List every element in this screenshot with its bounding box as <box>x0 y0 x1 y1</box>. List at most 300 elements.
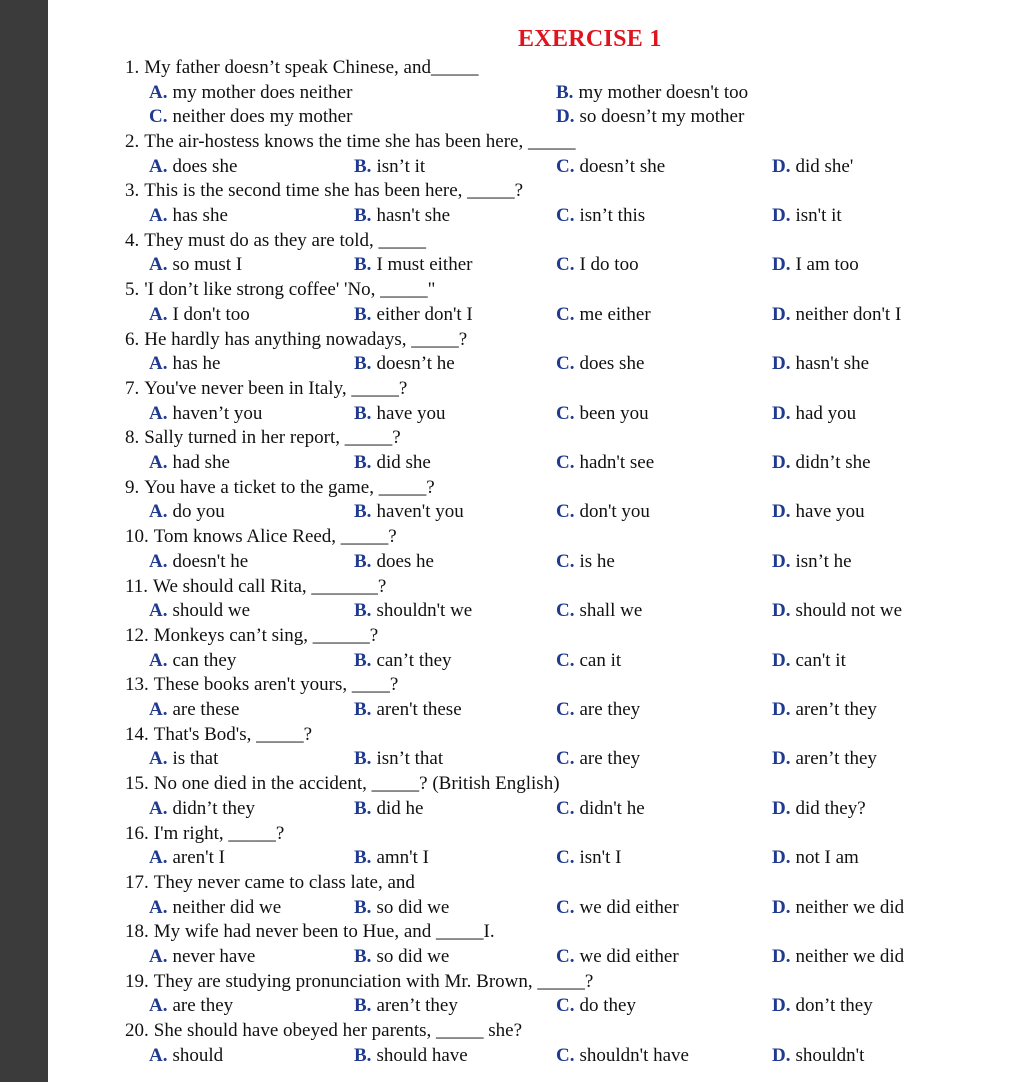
option-letter: C. <box>556 847 575 869</box>
option-letter: A. <box>149 748 168 770</box>
option-letter: B. <box>354 205 372 226</box>
option-text: does he <box>376 550 434 572</box>
option-19-c[interactable] <box>556 994 636 1018</box>
option-letter: D. <box>772 205 791 226</box>
option-5-b[interactable] <box>354 303 473 327</box>
option-text: isn't I <box>579 847 622 869</box>
option-text: my mother doesn't too <box>578 81 749 103</box>
option-5-c[interactable] <box>556 303 651 327</box>
option-letter: B. <box>354 550 372 572</box>
option-letter: C. <box>556 649 575 671</box>
question-number: 15. <box>125 773 149 795</box>
option-text: did she' <box>795 155 854 177</box>
option-text: isn't it <box>795 205 842 226</box>
option-letter: B. <box>354 600 372 622</box>
question-text: We should call Rita, _______? <box>153 575 387 597</box>
option-text: either don't I <box>376 303 473 325</box>
option-3-c[interactable] <box>556 204 645 228</box>
option-10-b[interactable] <box>354 550 434 574</box>
option-letter: A. <box>149 946 168 967</box>
option-1-b[interactable] <box>556 81 748 105</box>
option-15-b[interactable] <box>354 797 423 821</box>
option-6-d[interactable] <box>772 352 869 376</box>
option-letter: B. <box>354 501 372 523</box>
option-letter: B. <box>354 155 372 177</box>
option-letter: A. <box>149 81 168 103</box>
option-7-c[interactable] <box>556 402 649 426</box>
option-text: isn’t this <box>579 205 646 226</box>
question-number: 19. <box>125 970 149 992</box>
question-17 <box>125 871 415 895</box>
option-15-a[interactable] <box>149 797 255 821</box>
worksheet-page <box>48 0 1024 1082</box>
option-letter: B. <box>354 847 372 869</box>
option-text: are these <box>172 699 240 720</box>
option-text: did they? <box>795 797 866 819</box>
question-text: These books aren't yours, ____? <box>153 674 399 696</box>
option-3-b[interactable] <box>354 204 450 228</box>
option-letter: A. <box>149 995 168 1017</box>
question-number: 8. <box>125 427 140 449</box>
option-letter: D. <box>772 550 791 572</box>
left-dark-bar <box>0 0 48 1082</box>
option-letter: B. <box>354 896 372 918</box>
option-letter: A. <box>149 600 168 622</box>
option-letter: D. <box>772 847 791 869</box>
option-3-d[interactable] <box>772 204 842 228</box>
question-number: 13. <box>125 674 149 696</box>
option-11-a[interactable] <box>149 599 250 623</box>
option-text: neither did we <box>172 896 282 918</box>
question-number: 1. <box>125 57 140 78</box>
option-5-d[interactable] <box>772 303 901 327</box>
question-text: Monkeys can’t sing, ______? <box>153 625 379 646</box>
question-number: 18. <box>125 921 149 943</box>
option-11-b[interactable] <box>354 599 472 623</box>
option-letter: A. <box>149 797 168 819</box>
option-text: aren’t they <box>795 748 877 770</box>
question-14 <box>125 723 312 747</box>
option-text: are they <box>579 699 641 720</box>
option-text: not I am <box>795 847 859 869</box>
option-letter: B. <box>354 254 372 276</box>
question-number: 17. <box>125 872 149 893</box>
question-number: 16. <box>125 822 149 844</box>
option-9-b[interactable] <box>354 500 464 524</box>
option-text: hasn't she <box>376 205 451 226</box>
option-letter: C. <box>556 205 575 226</box>
option-letter: C. <box>556 550 575 572</box>
option-14-d[interactable] <box>772 747 877 771</box>
question-number: 2. <box>125 131 140 152</box>
question-text: Sally turned in her report, _____? <box>144 427 401 449</box>
option-text: aren't I <box>172 847 225 869</box>
option-letter: D. <box>772 353 791 375</box>
question-text: You have a ticket to the game, _____? <box>144 476 435 498</box>
option-letter: B. <box>354 699 372 720</box>
option-text: have you <box>795 501 865 523</box>
question-text: They are studying pronunciation with Mr. Brown, _____? <box>153 970 594 992</box>
question-6 <box>125 328 467 352</box>
option-19-d[interactable] <box>772 994 873 1018</box>
option-12-a[interactable] <box>149 649 236 673</box>
option-letter: C. <box>556 254 575 276</box>
option-text: don't you <box>579 501 650 523</box>
question-text: My father doesn’t speak Chinese, and_____ <box>144 57 479 78</box>
option-letter: B. <box>354 797 372 819</box>
option-letter: C. <box>556 402 575 424</box>
option-text: don’t they <box>795 995 873 1017</box>
option-letter: D. <box>772 649 791 671</box>
option-text: does she <box>172 155 238 177</box>
option-text: so did we <box>376 896 450 918</box>
option-text: should have <box>376 1044 468 1066</box>
option-text: shouldn't have <box>579 1044 689 1066</box>
option-19-b[interactable] <box>354 994 458 1018</box>
option-12-b[interactable] <box>354 649 452 673</box>
option-20-c[interactable] <box>556 1044 689 1068</box>
question-text: My wife had never been to Hue, and _____I. <box>153 921 495 943</box>
option-16-a[interactable] <box>149 846 225 870</box>
option-letter: C. <box>556 896 575 918</box>
option-4-a[interactable] <box>149 253 242 277</box>
option-letter: D. <box>772 501 791 523</box>
option-15-c[interactable] <box>556 797 645 821</box>
option-letter: A. <box>149 550 168 572</box>
option-text: have you <box>376 402 446 424</box>
option-text: has he <box>172 353 221 375</box>
question-1 <box>125 56 478 80</box>
option-text: aren’t they <box>795 699 877 720</box>
option-text: neither does my mother <box>172 106 353 128</box>
option-letter: D. <box>772 155 791 177</box>
option-16-d[interactable] <box>772 846 859 870</box>
option-text: me either <box>579 303 651 325</box>
option-letter: A. <box>149 1044 168 1066</box>
option-letter: C. <box>556 699 575 720</box>
option-letter: C. <box>556 501 575 523</box>
question-text: I'm right, _____? <box>153 822 285 844</box>
option-4-b[interactable] <box>354 253 472 277</box>
option-letter: D. <box>772 254 791 276</box>
option-letter: B. <box>354 303 372 325</box>
option-text: had she <box>172 452 230 473</box>
option-text: can they <box>172 649 237 671</box>
question-text: No one died in the accident, _____? (British English) <box>153 773 560 795</box>
option-letter: D. <box>772 452 791 473</box>
option-2-d[interactable] <box>772 155 853 179</box>
option-text: neither don't I <box>795 303 902 325</box>
option-text: been you <box>579 402 649 424</box>
question-number: 5. <box>125 279 140 301</box>
question-number: 6. <box>125 328 140 350</box>
option-8-c[interactable] <box>556 451 654 475</box>
option-12-c[interactable] <box>556 649 621 673</box>
option-text: aren’t they <box>376 995 458 1017</box>
option-text: does she <box>579 353 645 375</box>
option-letter: B. <box>354 452 372 473</box>
page-title: EXERCISE 1 <box>518 26 662 52</box>
option-letter: B. <box>354 995 372 1017</box>
question-number: 14. <box>125 723 149 745</box>
question-text: 'I don’t like strong coffee' 'No, _____" <box>144 279 436 301</box>
option-letter: D. <box>772 600 791 622</box>
option-20-d[interactable] <box>772 1044 864 1068</box>
option-letter: C. <box>556 303 575 325</box>
option-letter: B. <box>354 353 372 375</box>
option-text: haven’t you <box>172 402 263 424</box>
option-letter: B. <box>354 946 372 967</box>
option-text: neither we did <box>795 946 905 967</box>
option-text: is that <box>172 748 219 770</box>
option-letter: D. <box>772 797 791 819</box>
option-text: didn't he <box>579 797 645 819</box>
option-letter: C. <box>556 995 575 1017</box>
option-9-d[interactable] <box>772 500 865 524</box>
option-text: are they <box>579 748 641 770</box>
option-14-a[interactable] <box>149 747 218 771</box>
option-text: had you <box>795 402 857 424</box>
option-letter: C. <box>556 946 575 967</box>
option-letter: A. <box>149 501 168 523</box>
option-16-b[interactable] <box>354 846 429 870</box>
option-19-a[interactable] <box>149 994 233 1018</box>
option-text: doesn't he <box>172 550 249 572</box>
option-letter: C. <box>149 106 168 128</box>
question-text: They must do as they are told, _____ <box>144 229 427 251</box>
option-8-d[interactable] <box>772 451 871 475</box>
option-text: is he <box>579 550 615 572</box>
option-10-a[interactable] <box>149 550 248 574</box>
option-text: I am too <box>795 254 859 276</box>
option-text: never have <box>172 946 256 967</box>
option-letter: C. <box>556 600 575 622</box>
option-text: shouldn't we <box>376 600 473 622</box>
option-10-d[interactable] <box>772 550 852 574</box>
option-letter: A. <box>149 353 168 375</box>
option-letter: D. <box>772 303 791 325</box>
question-number: 3. <box>125 180 140 202</box>
option-3-a[interactable] <box>149 204 228 228</box>
option-letter: B. <box>354 1044 372 1066</box>
option-text: I don't too <box>172 303 250 325</box>
question-text: The air-hostess knows the time she has been here, _____ <box>144 131 576 152</box>
question-7 <box>125 377 407 401</box>
option-letter: B. <box>354 649 372 671</box>
option-text: can't it <box>795 649 846 671</box>
option-text: isn’t it <box>376 155 426 177</box>
option-letter: A. <box>149 303 168 325</box>
option-text: didn’t they <box>172 797 255 819</box>
option-text: has she <box>172 205 228 226</box>
option-text: hadn't see <box>579 452 655 473</box>
question-8 <box>125 426 401 450</box>
option-17-a[interactable] <box>149 896 281 920</box>
option-1-c[interactable] <box>149 105 352 129</box>
option-13-a[interactable] <box>149 698 239 722</box>
option-text: so did we <box>376 946 450 967</box>
option-letter: D. <box>772 1044 791 1066</box>
option-7-d[interactable] <box>772 402 856 426</box>
option-letter: A. <box>149 649 168 671</box>
option-text: we did either <box>579 946 679 967</box>
option-letter: C. <box>556 353 575 375</box>
option-letter: A. <box>149 205 168 226</box>
question-11 <box>125 575 386 599</box>
question-text: You've never been in Italy, _____? <box>144 378 408 399</box>
option-9-c[interactable] <box>556 500 650 524</box>
option-11-c[interactable] <box>556 599 642 623</box>
option-text: doesn’t she <box>579 155 666 177</box>
option-20-a[interactable] <box>149 1044 223 1068</box>
option-9-a[interactable] <box>149 500 225 524</box>
option-17-b[interactable] <box>354 896 449 920</box>
option-text: hasn't she <box>795 353 870 375</box>
option-text: shall we <box>579 600 643 622</box>
option-letter: C. <box>556 748 575 770</box>
option-text: so must I <box>172 254 243 276</box>
option-text: I must either <box>376 254 473 276</box>
option-18-c[interactable] <box>556 945 679 969</box>
option-letter: D. <box>772 699 791 720</box>
question-number: 4. <box>125 229 140 251</box>
option-text: haven't you <box>376 501 464 523</box>
option-letter: D. <box>772 946 791 967</box>
question-number: 11. <box>125 575 149 597</box>
option-18-d[interactable] <box>772 945 904 969</box>
option-letter: C. <box>556 1044 575 1066</box>
option-letter: B. <box>354 402 372 424</box>
question-text: He hardly has anything nowadays, _____? <box>144 328 468 350</box>
option-2-c[interactable] <box>556 155 665 179</box>
option-text: didn’t she <box>795 452 871 473</box>
option-13-d[interactable] <box>772 698 877 722</box>
option-text: amn't I <box>376 847 429 869</box>
option-text: isn’t he <box>795 550 852 572</box>
question-20 <box>125 1019 522 1043</box>
question-16 <box>125 822 284 846</box>
option-text: so doesn’t my mother <box>579 106 745 128</box>
option-14-b[interactable] <box>354 747 443 771</box>
option-6-a[interactable] <box>149 352 221 376</box>
option-text: can it <box>579 649 622 671</box>
question-text: That's Bod's, _____? <box>153 723 313 745</box>
option-15-d[interactable] <box>772 797 866 821</box>
question-18 <box>125 920 495 944</box>
option-letter: D. <box>772 402 791 424</box>
option-text: are they <box>172 995 234 1017</box>
option-17-c[interactable] <box>556 896 679 920</box>
option-letter: A. <box>149 254 168 276</box>
option-letter: A. <box>149 155 168 177</box>
option-letter: D. <box>772 748 791 770</box>
option-text: can’t they <box>376 649 452 671</box>
option-text: should not we <box>795 600 903 622</box>
question-number: 10. <box>125 526 149 548</box>
option-11-d[interactable] <box>772 599 902 623</box>
option-14-c[interactable] <box>556 747 640 771</box>
option-4-d[interactable] <box>772 253 859 277</box>
option-text: doesn’t he <box>376 353 455 375</box>
question-10 <box>125 525 397 549</box>
option-13-b[interactable] <box>354 698 462 722</box>
option-text: aren't these <box>376 699 462 720</box>
option-7-b[interactable] <box>354 402 446 426</box>
option-8-b[interactable] <box>354 451 431 475</box>
option-letter: C. <box>556 797 575 819</box>
option-1-a[interactable] <box>149 81 352 105</box>
option-letter: A. <box>149 896 168 918</box>
question-text: Tom knows Alice Reed, _____? <box>153 526 397 548</box>
option-letter: D. <box>772 995 791 1017</box>
option-letter: A. <box>149 847 168 869</box>
option-2-b[interactable] <box>354 155 425 179</box>
question-number: 9. <box>125 476 140 498</box>
option-letter: C. <box>556 452 575 473</box>
option-7-a[interactable] <box>149 402 262 426</box>
option-10-c[interactable] <box>556 550 615 574</box>
option-5-a[interactable] <box>149 303 250 327</box>
option-20-b[interactable] <box>354 1044 468 1068</box>
option-text: do they <box>579 995 636 1017</box>
question-number: 7. <box>125 378 140 399</box>
option-18-a[interactable] <box>149 945 255 969</box>
option-letter: B. <box>556 81 574 103</box>
option-8-a[interactable] <box>149 451 230 475</box>
question-text: This is the second time she has been here, _____? <box>144 180 524 202</box>
option-text: should <box>172 1044 224 1066</box>
option-6-b[interactable] <box>354 352 455 376</box>
option-18-b[interactable] <box>354 945 449 969</box>
option-text: isn’t that <box>376 748 444 770</box>
option-text: did she <box>376 452 431 473</box>
option-1-d[interactable] <box>556 105 744 129</box>
question-5 <box>125 278 435 302</box>
option-text: I do too <box>579 254 639 276</box>
option-text: my mother does neither <box>172 81 353 103</box>
option-letter: C. <box>556 155 575 177</box>
question-number: 20. <box>125 1020 149 1042</box>
option-letter: A. <box>149 452 168 473</box>
question-text: They never came to class late, and <box>153 872 415 893</box>
option-12-d[interactable] <box>772 649 846 673</box>
option-16-c[interactable] <box>556 846 621 870</box>
question-4 <box>125 229 426 253</box>
option-text: should we <box>172 600 251 622</box>
question-3 <box>125 179 523 203</box>
question-15 <box>125 772 560 796</box>
option-text: did he <box>376 797 424 819</box>
question-2 <box>125 130 575 154</box>
option-2-a[interactable] <box>149 155 237 179</box>
option-13-c[interactable] <box>556 698 640 722</box>
question-12 <box>125 624 378 648</box>
option-letter: D. <box>556 106 575 128</box>
option-text: shouldn't <box>795 1044 865 1066</box>
question-number: 12. <box>125 625 149 646</box>
option-4-c[interactable] <box>556 253 639 277</box>
option-letter: A. <box>149 699 168 720</box>
option-17-d[interactable] <box>772 896 904 920</box>
question-19 <box>125 970 593 994</box>
question-text: She should have obeyed her parents, _____ she? <box>153 1020 523 1042</box>
option-letter: A. <box>149 402 168 424</box>
option-text: neither we did <box>795 896 905 918</box>
question-13 <box>125 673 398 697</box>
option-letter: D. <box>772 896 791 918</box>
option-text: we did either <box>579 896 679 918</box>
option-6-c[interactable] <box>556 352 644 376</box>
